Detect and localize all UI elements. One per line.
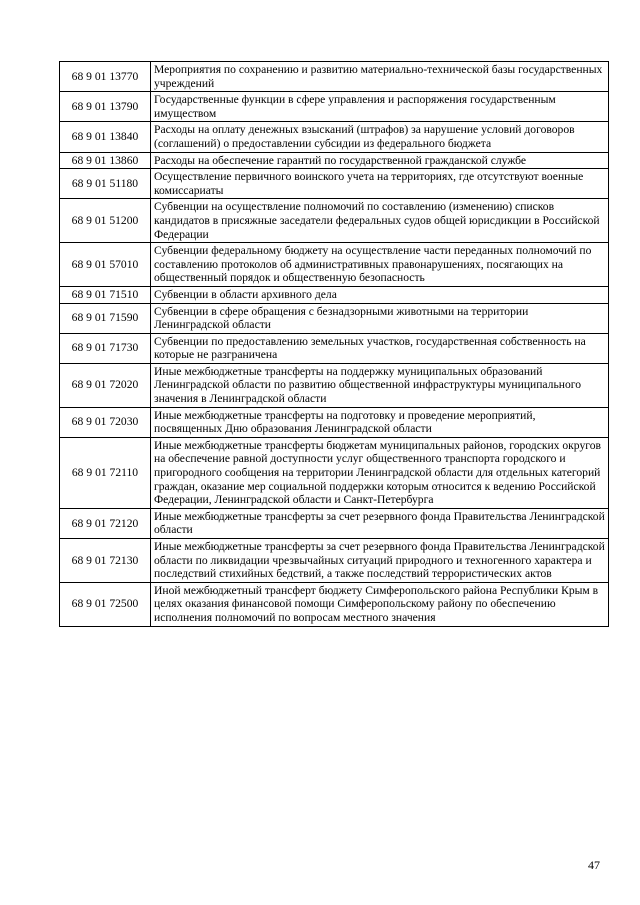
table-row — [60, 152, 609, 169]
table-row — [60, 437, 609, 508]
row-code-cell: 68 9 01 71590 — [60, 303, 151, 333]
row-name-cell: Иные межбюджетные трансферты бюджетам муниципальных районов, городских округов на обеспечение равной доступности услуг общественного транспорта городского и пригородного сообщения на территории Ленинградской области для отдельных категорий граждан, оказание мер социальной поддержки которым относится к ведению Российской Федерации, Ленинградской области и Санкт-Петербурга — [151, 437, 609, 508]
row-name-cell: Субвенции на осуществление полномочий по составлению (изменению) списков кандидатов в присяжные заседатели федеральных судов общей юрисдикции в Российской Федерации — [151, 199, 609, 243]
table-row — [60, 169, 609, 199]
row-name-cell: Осуществление первичного воинского учета на территориях, где отсутствуют военные комиссариаты — [151, 169, 609, 199]
page-number: 47 — [588, 858, 600, 872]
table-row — [60, 508, 609, 538]
row-name-cell: Мероприятия по сохранению и развитию материально-технической базы государственных учреждений — [151, 62, 609, 92]
table-row — [60, 333, 609, 363]
table-row — [60, 303, 609, 333]
row-code-cell: 68 9 01 51200 — [60, 199, 151, 243]
row-code-cell: 68 9 01 72130 — [60, 539, 151, 583]
budget-classification-table — [59, 61, 609, 627]
row-name-cell: Иные межбюджетные трансферты за счет резервного фонда Правительства Ленинградской области — [151, 508, 609, 538]
table-row — [60, 122, 609, 152]
row-code-cell: 68 9 01 57010 — [60, 243, 151, 287]
table-row — [60, 92, 609, 122]
row-code-cell: 68 9 01 13790 — [60, 92, 151, 122]
table-row — [60, 243, 609, 287]
row-name-cell: Субвенции в области архивного дела — [151, 286, 609, 303]
row-code-cell: 68 9 01 71730 — [60, 333, 151, 363]
table-row — [60, 363, 609, 407]
row-code-cell: 68 9 01 13840 — [60, 122, 151, 152]
table-row — [60, 62, 609, 92]
row-name-cell: Иные межбюджетные трансферты на поддержку муниципальных образований Ленинградской области по развитию общественной инфраструктуры муниципального значения в Ленинградской области — [151, 363, 609, 407]
row-name-cell: Государственные функции в сфере управления и распоряжения государственным имуществом — [151, 92, 609, 122]
row-name-cell: Субвенции по предоставлению земельных участков, государственная собственность на которые не разграничена — [151, 333, 609, 363]
row-name-cell: Иные межбюджетные трансферты за счет резервного фонда Правительства Ленинградской области по ликвидации чрезвычайных ситуаций природного и техногенного характера и последствий стихийных бедствий, а также последствий террористических актов — [151, 539, 609, 583]
row-name-cell: Иной межбюджетный трансферт бюджету Симферопольского района Республики Крым в целях оказания финансовой помощи Симферопольскому району по обеспечению исполнения полномочий по вопросам местного значения — [151, 582, 609, 626]
table-row — [60, 582, 609, 626]
row-code-cell: 68 9 01 72020 — [60, 363, 151, 407]
row-name-cell: Субвенции в сфере обращения с безнадзорными животными на территории Ленинградской области — [151, 303, 609, 333]
row-code-cell: 68 9 01 13770 — [60, 62, 151, 92]
row-name-cell: Субвенции федеральному бюджету на осуществление части переданных полномочий по составлению протоколов об административных правонарушениях, посягающих на общественный порядок и общественную безопасность — [151, 243, 609, 287]
row-name-cell: Расходы на оплату денежных взысканий (штрафов) за нарушение условий договоров (соглашений) о предоставлении субсидии из федерального бюджета — [151, 122, 609, 152]
row-code-cell: 68 9 01 51180 — [60, 169, 151, 199]
table-row — [60, 286, 609, 303]
table-body — [60, 62, 609, 627]
row-code-cell: 68 9 01 72500 — [60, 582, 151, 626]
row-code-cell: 68 9 01 71510 — [60, 286, 151, 303]
table-row — [60, 407, 609, 437]
row-code-cell: 68 9 01 72030 — [60, 407, 151, 437]
table-row — [60, 199, 609, 243]
row-name-cell: Расходы на обеспечение гарантий по государственной гражданской службе — [151, 152, 609, 169]
row-name-cell: Иные межбюджетные трансферты на подготовку и проведение мероприятий, посвященных Дню образования Ленинградской области — [151, 407, 609, 437]
table-row — [60, 539, 609, 583]
row-code-cell: 68 9 01 13860 — [60, 152, 151, 169]
row-code-cell: 68 9 01 72110 — [60, 437, 151, 508]
row-code-cell: 68 9 01 72120 — [60, 508, 151, 538]
